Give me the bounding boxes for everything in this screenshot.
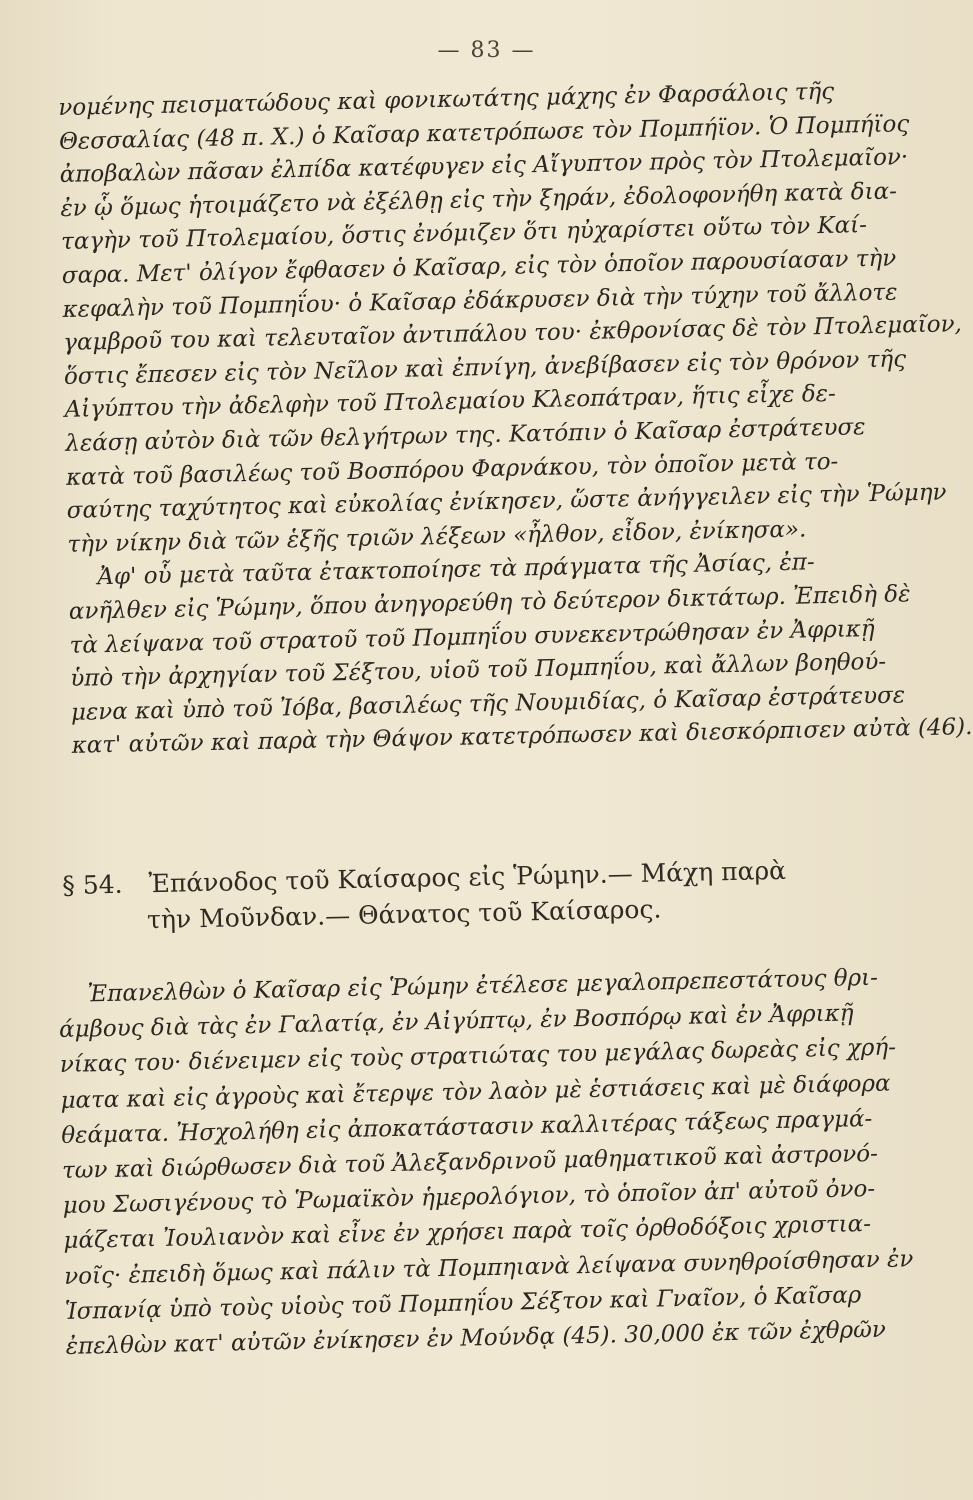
text-line: Ἀφ' οὗ μετὰ ταῦτα ἐτακτοποίησε τὰ πράγματα τῆς Ἀσίας, ἐπ- bbox=[67, 549, 815, 592]
text-line: ὑπὸ τὴν ἀρχηγίαν τοῦ Σέξτου, υἱοῦ τοῦ Πομπηΐου, καὶ ἄλλων βοηθού- bbox=[70, 648, 887, 692]
text-line: μάζεται Ἰουλιανὸν καὶ εἶνε ἐν χρήσει παρὰ τοῖς ὀρθοδόξοις χριστια- bbox=[63, 1211, 872, 1255]
section-title-line-1: Ἐπάνοδος τοῦ Καίσαρος εἰς Ῥώμην.— Μάχη παρὰ bbox=[148, 855, 787, 899]
text-line: των καὶ διώρθωσεν διὰ τοῦ Ἀλεξανδρινοῦ μαθηματικοῦ καὶ ἀστρονό- bbox=[61, 1140, 879, 1184]
text-line: Θεσσαλίας (48 π. Χ.) ὁ Καῖσαρ κατετρόπωσε τὸν Πομπήϊον. Ὁ Πομπήϊος bbox=[58, 110, 910, 155]
text-line: κατὰ τοῦ βασιλέως τοῦ Βοσπόρου Φαρνάκου, τὸν ὁποῖον μετὰ το- bbox=[65, 448, 839, 491]
text-line: τὴν νίκην διὰ τῶν ἑξῆς τριῶν λέξεων «ἦλθον, εἶδον, ἐνίκησα». bbox=[67, 516, 807, 558]
text-line: σαρα. Μετ' ὀλίγον ἔφθασεν ὁ Καῖσαρ, εἰς τὸν ὁποῖον παρουσίασαν τὴν bbox=[61, 245, 897, 289]
text-line: ὅστις ἔπεσεν εἰς τὸν Νεῖλον καὶ ἐπνίγη, ἀνεβίβασεν εἰς τὸν θρόνον τῆς bbox=[63, 346, 907, 390]
text-line: μενα καὶ ὑπὸ τοῦ Ἰόβα, βασιλέως τῆς Νουμιδίας, ὁ Καῖσαρ ἐστράτευσε bbox=[70, 682, 906, 726]
text-line: λεάσῃ αὐτὸν διὰ τῶν θελγήτρων της. Κατόπιν ὁ Καῖσαρ ἐστράτευσε bbox=[65, 414, 866, 457]
text-line: ανῆλθεν εἰς Ῥώμην, ὅπου ἀνηγορεύθη τὸ δεύτερον δικτάτωρ. Ἐπειδὴ δὲ bbox=[68, 581, 911, 625]
text-line: ἐπελθὼν κατ' αὐτῶν ἐνίκησεν ἐν Μούνδᾳ (45). 30,000 ἐκ τῶν ἐχθρῶν bbox=[65, 1316, 887, 1360]
text-line: κεφαλὴν τοῦ Πομπηΐου· ὁ Καῖσαρ ἐδάκρυσεν διὰ τὴν τύχην τοῦ ἄλλοτε bbox=[62, 279, 898, 323]
body-text-bottom bbox=[58, 960, 914, 1365]
text-line: νίκας του· διένειμεν εἰς τοὺς στρατιώτας του μεγάλας δωρεὰς εἰς χρή- bbox=[59, 1034, 897, 1079]
text-line: κατ' αὐτῶν καὶ παρὰ τὴν Θάψον κατετρόπωσεν καὶ διεσκόρπισεν αὐτὰ (46). bbox=[71, 714, 973, 760]
text-line: άμβους διὰ τὰς ἐν Γαλατίᾳ, ἐν Αἰγύπτῳ, ἐν Βοσπόρῳ καὶ ἐν Ἀφρικῇ bbox=[58, 1000, 854, 1044]
text-line: Ἐπανελθὼν ὁ Καῖσαρ εἰς Ῥώμην ἐτέλεσε μεγαλοπρεπεστάτους θρι- bbox=[58, 964, 879, 1008]
text-line: ταγὴν τοῦ Πτολεμαίου, ὅστις ἐνόμιζεν ὅτι ηὐχαρίστει οὕτω τὸν Καί- bbox=[60, 212, 868, 256]
section-heading bbox=[62, 850, 903, 940]
page-number: — 83 — bbox=[437, 38, 536, 63]
text-line: νοῖς· ἐπειδὴ ὅμως καὶ πάλιν τὰ Πομπηιανὰ λείψανα συνηθροίσθησαν ἐν bbox=[63, 1245, 914, 1290]
text-line: θεάματα. Ἠσχολήθη εἰς ἀποκατάστασιν καλλιτέρας τάξεως πραγμά- bbox=[61, 1105, 873, 1149]
text-line: τὰ λείψανα τοῦ στρατοῦ τοῦ Πομπηΐου συνεκεντρώθησαν ἐν Ἀφρικῇ bbox=[69, 615, 875, 659]
text-line: νομένης πεισματώδους καὶ φονικωτάτης μάχης ἐν Φαρσάλοις τῆς bbox=[58, 78, 835, 121]
text-line: γαμβροῦ του καὶ τελευταῖον ἀντιπάλου του· ἐκθρονίσας δὲ τὸν Πτολεμαῖον, bbox=[62, 311, 963, 357]
text-line: Αἰγύπτου τὴν ἀδελφὴν τοῦ Πτολεμαίου Κλεοπάτραν, ἥτις εἶχε δε- bbox=[64, 381, 837, 424]
text-line: σαύτης ταχύτητος καὶ εὐκολίας ἐνίκησεν, ὥστε ἀνήγγειλεν εἰς τὴν Ῥώμην bbox=[66, 479, 947, 525]
text-line: ἀποβαλὼν πᾶσαν ἐλπίδα κατέφυγεν εἰς Αἴγυπτον πρὸς τὸν Πτολεμαῖον· bbox=[59, 144, 909, 189]
section-number: § 54. bbox=[62, 869, 123, 900]
text-line: μου Σωσιγένους τὸ Ῥωμαϊκὸν ἡμερολόγιον, τὸ ὁποῖον ἀπ' αὐτοῦ ὀνο- bbox=[62, 1176, 876, 1220]
text-line: ἐν ᾧ ὅμως ἡτοιμάζετο νὰ ἐξέλθῃ εἰς τὴν ξηράν, ἐδολοφονήθη κατὰ δια- bbox=[60, 178, 898, 222]
text-line: Ἱσπανίᾳ ὑπὸ τοὺς υἱοὺς τοῦ Πομπηΐου Σέξτον καὶ Γναῖον, ὁ Καῖσαρ bbox=[64, 1282, 862, 1325]
section-title-line-2: τὴν Μοῦνδαν.— Θάνατος τοῦ Καίσαρος. bbox=[146, 894, 662, 935]
body-text-top bbox=[58, 74, 973, 763]
text-line: ματα καὶ εἰς ἀγροὺς καὶ ἔτερψε τὸν λαὸν μὲ ἑστιάσεις καὶ μὲ διάφορα bbox=[60, 1070, 891, 1114]
